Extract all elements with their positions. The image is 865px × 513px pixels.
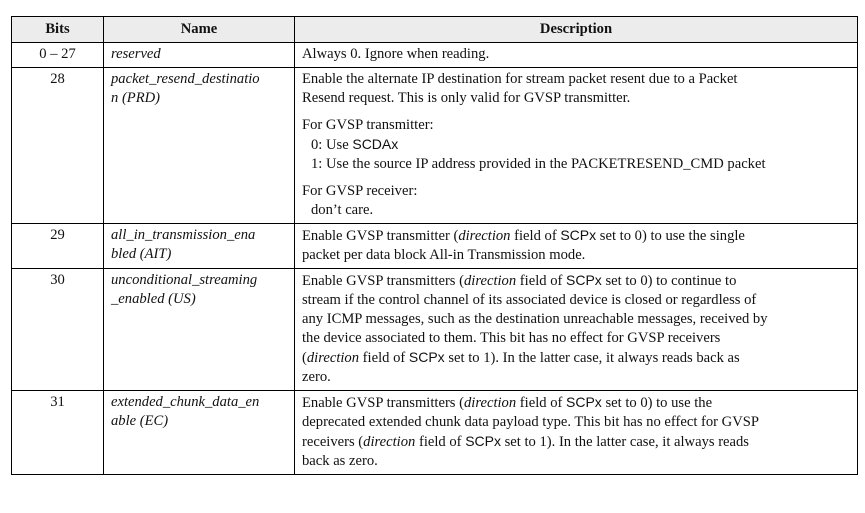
field-reference: direction bbox=[458, 228, 511, 244]
table-row bbox=[12, 43, 858, 68]
description-text: any ICMP messages, such as the destination unreachable messages, received by bbox=[302, 311, 768, 327]
field-name-line: able (EC) bbox=[111, 413, 169, 429]
description-text: set to 0) to use the single bbox=[596, 228, 745, 244]
field-reference: direction bbox=[306, 350, 360, 366]
description-text: zero. bbox=[302, 369, 331, 385]
bits-cell: 30 bbox=[12, 269, 104, 391]
description-line bbox=[302, 89, 851, 108]
register-name: SCPx bbox=[566, 272, 602, 288]
description-paragraph bbox=[302, 70, 851, 108]
description-paragraph bbox=[302, 116, 851, 174]
field-name-line: _enabled (US) bbox=[111, 291, 196, 307]
description-line bbox=[302, 201, 851, 220]
description-text: field of bbox=[516, 395, 567, 411]
field-reference: direction bbox=[363, 434, 416, 450]
description-text: 1: Use the source IP address provided in the PACKETRESEND_CMD packet bbox=[311, 156, 766, 172]
description-line bbox=[302, 413, 851, 432]
field-reference: direction bbox=[464, 273, 517, 289]
description-text: Enable GVSP transmitters ( bbox=[302, 395, 464, 411]
description-text: the device associated to them. This bit has no effect for GVSP receivers bbox=[302, 330, 721, 346]
table-row bbox=[12, 391, 858, 475]
field-name-cell bbox=[104, 68, 295, 224]
description-text: deprecated extended chunk data payload type. This bit has no effect for GVSP bbox=[302, 414, 759, 430]
description-cell bbox=[295, 391, 858, 475]
description-line bbox=[302, 246, 851, 265]
description-line bbox=[302, 348, 851, 368]
description-text: packet per data block All-in Transmission mode. bbox=[302, 247, 586, 263]
description-paragraph bbox=[302, 182, 851, 220]
description-cell bbox=[295, 68, 858, 224]
bits-cell: 0 – 27 bbox=[12, 43, 104, 68]
description-text: field of bbox=[415, 434, 466, 450]
description-cell bbox=[295, 269, 858, 391]
description-paragraph bbox=[302, 393, 851, 471]
table-body bbox=[12, 43, 858, 475]
description-text: field of bbox=[510, 228, 561, 244]
description-line bbox=[302, 226, 851, 246]
description-line bbox=[302, 329, 851, 348]
description-text: field of bbox=[516, 273, 567, 289]
bits-cell: 31 bbox=[12, 391, 104, 475]
register-bit-table-container bbox=[11, 16, 858, 475]
description-line bbox=[302, 70, 851, 89]
register-name: SCPx bbox=[566, 394, 602, 410]
description-text: receivers ( bbox=[302, 434, 364, 450]
description-cell bbox=[295, 43, 858, 68]
field-name-line: all_in_transmission_ena bbox=[111, 227, 256, 243]
description-text: Enable GVSP transmitter ( bbox=[302, 228, 459, 244]
bits-cell: 28 bbox=[12, 68, 104, 224]
description-line bbox=[302, 310, 851, 329]
header-bits: Bits bbox=[12, 17, 104, 43]
description-paragraph bbox=[302, 271, 851, 387]
description-paragraph bbox=[302, 226, 851, 265]
description-line bbox=[302, 368, 851, 387]
description-line bbox=[302, 432, 851, 452]
description-text: stream if the control channel of its associated device is closed or regardless of bbox=[302, 292, 757, 308]
table-row bbox=[12, 269, 858, 391]
register-name: SCPx bbox=[465, 433, 501, 449]
description-cell bbox=[295, 224, 858, 269]
description-text: For GVSP transmitter: bbox=[302, 117, 434, 133]
description-text: Resend request. This is only valid for GVSP transmitter. bbox=[302, 90, 631, 106]
field-name-cell bbox=[104, 224, 295, 269]
description-text: don’t care. bbox=[311, 202, 374, 218]
register-bit-table bbox=[11, 16, 858, 475]
description-paragraph bbox=[302, 45, 851, 64]
register-name: SCPx bbox=[408, 349, 445, 365]
description-line bbox=[302, 182, 851, 201]
field-name-line: unconditional_streaming bbox=[111, 272, 258, 288]
register-name: SCPx bbox=[560, 227, 597, 243]
description-line bbox=[302, 393, 851, 413]
field-name-line: bled (AIT) bbox=[111, 246, 172, 262]
description-text: set to 0) to continue to bbox=[601, 273, 737, 289]
bits-cell: 29 bbox=[12, 224, 104, 269]
description-text: field of bbox=[359, 350, 409, 366]
description-text: set to 1). In the latter case, it always reads bbox=[500, 434, 749, 450]
description-text: set to 0) to use the bbox=[601, 395, 713, 411]
description-text: back as zero. bbox=[302, 453, 378, 469]
field-name-cell bbox=[104, 43, 295, 68]
description-text: 0: Use bbox=[311, 137, 353, 153]
description-line bbox=[302, 45, 851, 64]
field-name-line: extended_chunk_data_en bbox=[111, 394, 260, 410]
description-line bbox=[302, 291, 851, 310]
field-name-line: reserved bbox=[111, 46, 161, 62]
description-line bbox=[302, 135, 851, 155]
field-name-line: packet_resend_destinatio bbox=[111, 71, 260, 87]
header-description: Description bbox=[295, 17, 858, 43]
table-row bbox=[12, 68, 858, 224]
description-line bbox=[302, 452, 851, 471]
description-line bbox=[302, 155, 851, 174]
description-text: Always 0. Ignore when reading. bbox=[302, 46, 490, 62]
field-name-line: n (PRD) bbox=[111, 90, 161, 106]
description-text: For GVSP receiver: bbox=[302, 183, 418, 199]
register-name: SCDAx bbox=[352, 136, 399, 152]
description-text: Enable GVSP transmitters ( bbox=[302, 273, 464, 289]
description-text: Enable the alternate IP destination for stream packet resent due to a Packet bbox=[302, 71, 738, 87]
field-name-cell bbox=[104, 391, 295, 475]
field-reference: direction bbox=[464, 395, 517, 411]
header-name: Name bbox=[104, 17, 295, 43]
table-row bbox=[12, 224, 858, 269]
description-text: set to 1). In the latter case, it always reads back as bbox=[444, 350, 740, 366]
field-name-cell bbox=[104, 269, 295, 391]
description-line bbox=[302, 116, 851, 135]
description-text: ( bbox=[302, 350, 307, 366]
table-header-row bbox=[12, 17, 858, 43]
description-line bbox=[302, 271, 851, 291]
